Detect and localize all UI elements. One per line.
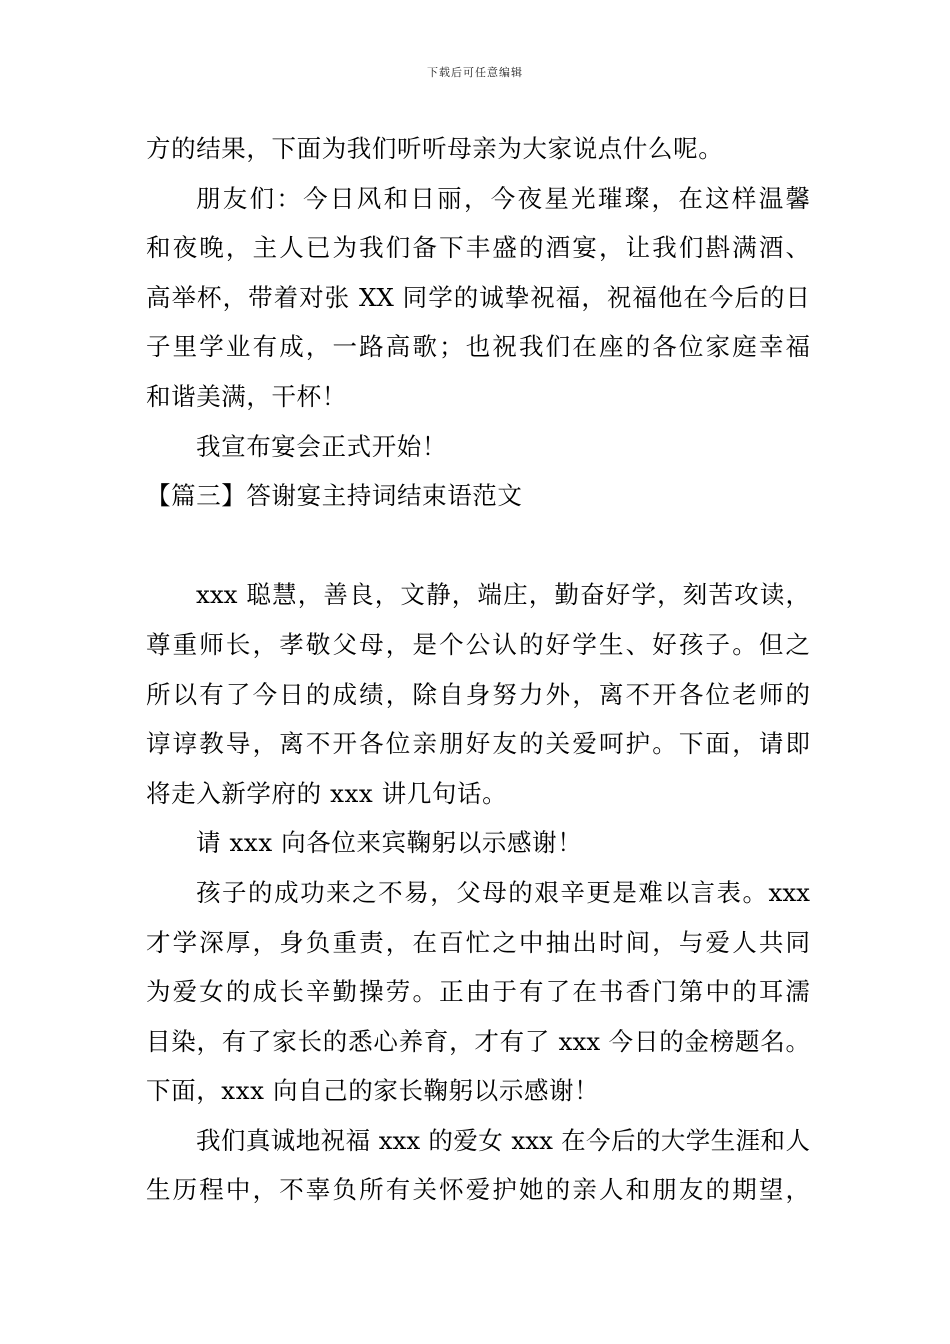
text-line: 请 xxx 向各位来宾鞠躬以示感谢！ [196, 828, 583, 858]
page-header: 下载后可任意编辑 [427, 66, 523, 79]
blank-line [146, 521, 810, 571]
text-line: 目染，有了家长的悉心养育，才有了 xxx 今日的金榜题名。 [146, 1026, 810, 1056]
text-line: 下面，xxx 向自己的家长鞠躬以示感谢！ [146, 1076, 600, 1106]
text-line: 高举杯，带着对张 XX 同学的诚挚祝福，祝福他在今后的日 [146, 282, 810, 312]
text-line: 和谐美满，干杯！ [146, 381, 347, 411]
text-line: 所以有了今日的成绩，除自身努力外，离不开各位老师的 [146, 679, 810, 709]
text-line: 生历程中，不辜负所有关怀爱护她的亲人和朋友的期望， [146, 1175, 810, 1205]
text-line: 尊重师长，孝敬父母，是个公认的好学生、好孩子。但之 [146, 629, 810, 659]
text-line: xxx 聪慧，善良，文静，端庄，勤奋好学，刻苦攻读， [196, 580, 810, 610]
text-line: 谆谆教导，离不开各位亲朋好友的关爱呵护。下面，请即 [146, 729, 810, 759]
text-line: 朋友们：今日风和日丽，今夜星光璀璨，在这样温馨 [196, 183, 810, 213]
text-line: 将走入新学府的 xxx 讲几句话。 [146, 778, 508, 808]
document-body [146, 124, 810, 1215]
section-heading: 【篇三】答谢宴主持词结束语范文 [146, 481, 523, 511]
text-line: 孩子的成功来之不易，父母的艰辛更是难以言表。xxx [196, 877, 810, 907]
text-line: 方的结果，下面为我们听听母亲为大家说点什么呢。 [146, 134, 724, 163]
text-line: 子里学业有成，一路高歌；也祝我们在座的各位家庭幸福 [146, 332, 810, 362]
text-line: 和夜晚，主人已为我们备下丰盛的酒宴，让我们斟满酒、 [146, 233, 810, 263]
text-line: 才学深厚，身负重责，在百忙之中抽出时间，与爱人共同 [146, 927, 810, 957]
text-line: 为爱女的成长辛勤操劳。正由于有了在书香门第中的耳濡 [146, 977, 810, 1007]
text-line: 我们真诚地祝福 xxx 的爱女 xxx 在今后的大学生涯和人 [196, 1125, 810, 1155]
text-line: 我宣布宴会正式开始！ [196, 431, 447, 461]
